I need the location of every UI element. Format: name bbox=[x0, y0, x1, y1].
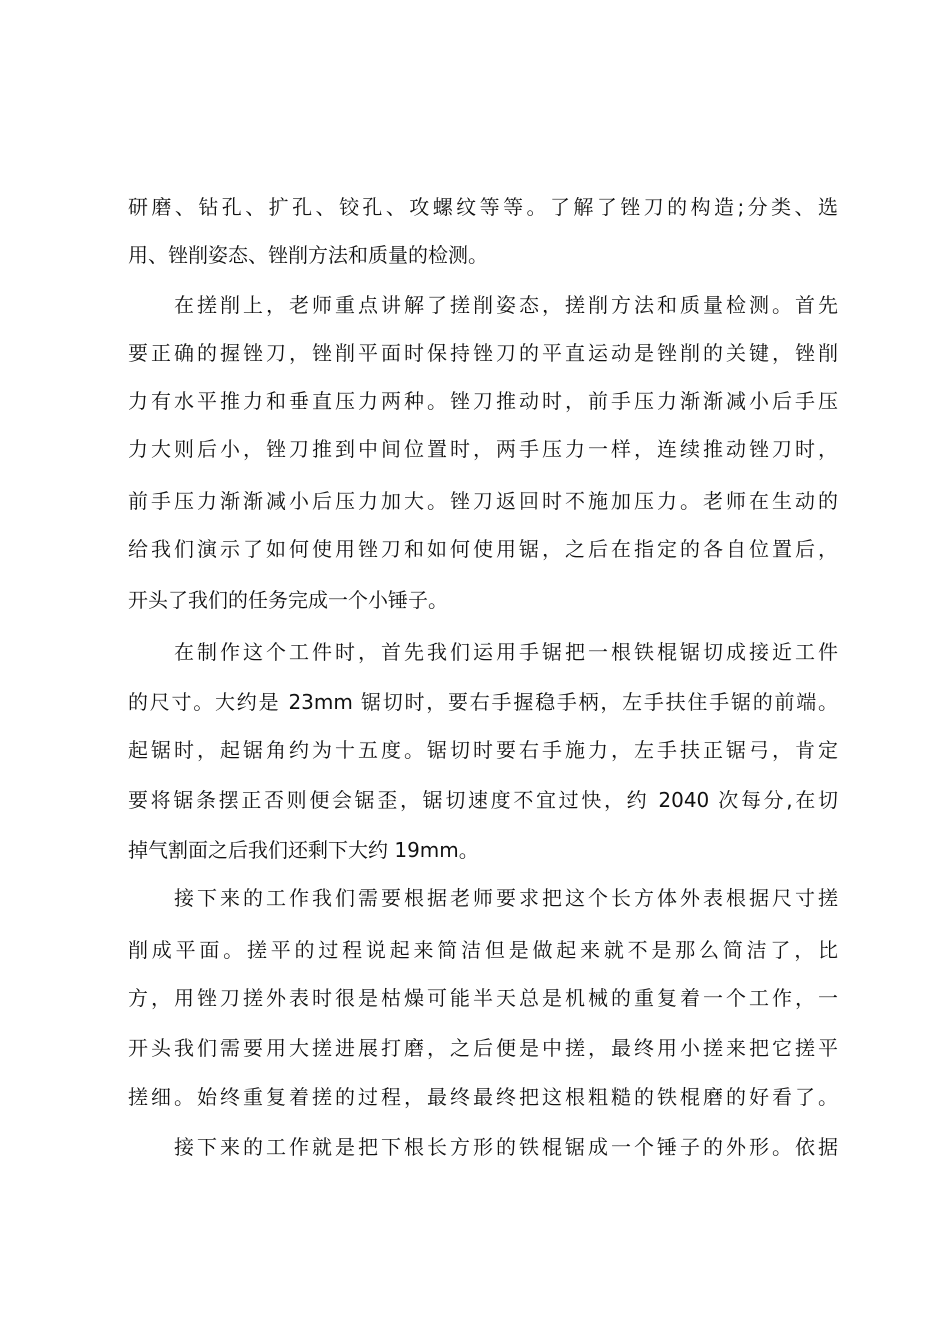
text-line: 前手压力渐渐减小后压力加大。锉刀返回时不施加压力。老师在生动的 bbox=[128, 489, 838, 513]
text-line: 在制作这个工件时，首先我们运用手锯把一根铁棍锯切成接近工件 bbox=[174, 640, 838, 664]
text-line: 研磨、钻孔、扩孔、铰孔、攻螺纹等等。了解了锉刀的构造;分类、选 bbox=[128, 195, 838, 219]
text-line: 搓细。始终重复着搓的过程，最终最终把这根粗糙的铁棍磨的好看了。 bbox=[128, 1085, 838, 1109]
text-line: 的尺寸。大约是 23mm 锯切时，要右手握稳手柄，左手扶住手锯的前端。 bbox=[128, 690, 838, 714]
text-line: 力大则后小，锉刀推到中间位置时，两手压力一样，连续推动锉刀时， bbox=[128, 437, 838, 461]
text-line: 用、锉削姿态、锉削方法和质量的检测。 bbox=[128, 243, 488, 267]
text-line: 力有水平推力和垂直压力两种。锉刀推动时，前手压力渐渐减小后手压 bbox=[128, 389, 838, 413]
text-line: 掉气割面之后我们还剩下大约 19mm。 bbox=[128, 838, 479, 862]
text-line: 给我们演示了如何使用锉刀和如何使用锯，之后在指定的各自位置后， bbox=[128, 537, 838, 561]
text-line: 开头我们需要用大搓进展打磨，之后便是中搓，最终用小搓来把它搓平 bbox=[128, 1036, 838, 1060]
text-line: 开头了我们的任务完成一个小锤子。 bbox=[128, 588, 448, 612]
text-line: 起锯时，起锯角约为十五度。锯切时要右手施力，左手扶正锯弓，肯定 bbox=[128, 738, 838, 762]
text-line: 接下来的工作我们需要根据老师要求把这个长方体外表根据尺寸搓 bbox=[174, 886, 838, 910]
text-line: 方，用锉刀搓外表时很是枯燥可能半天总是机械的重复着一个工作，一 bbox=[128, 986, 838, 1010]
text-line: 接下来的工作就是把下根长方形的铁棍锯成一个锤子的外形。依据 bbox=[174, 1135, 838, 1159]
text-line: 要正确的握锉刀，锉削平面时保持锉刀的平直运动是锉削的关键，锉削 bbox=[128, 341, 838, 365]
text-line: 在搓削上，老师重点讲解了搓削姿态，搓削方法和质量检测。首先 bbox=[174, 293, 838, 317]
text-line: 削成平面。搓平的过程说起来简洁但是做起来就不是那么简洁了，比 bbox=[128, 938, 838, 962]
text-line: 要将锯条摆正否则便会锯歪，锯切速度不宜过快，约 2040 次每分,在切 bbox=[128, 788, 838, 812]
